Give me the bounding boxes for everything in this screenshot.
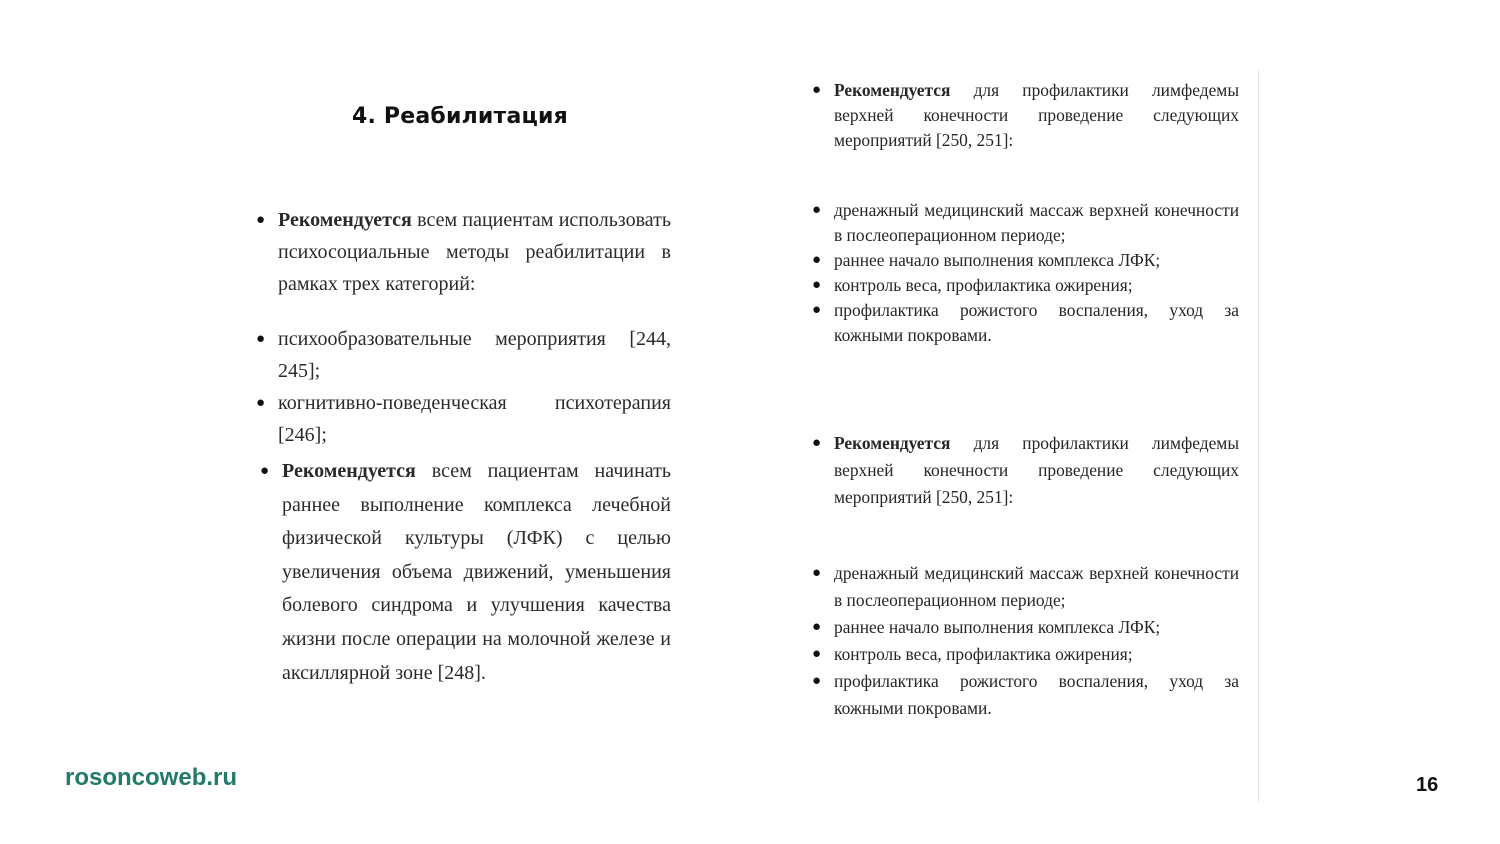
list-item bbox=[256, 323, 671, 387]
left-recommendation-item bbox=[256, 204, 671, 300]
recommendation-bold: Рекомендуется bbox=[282, 460, 416, 482]
list-item-text: контроль веса, профилактика ожирения; bbox=[834, 644, 1133, 664]
bullet-icon: ● bbox=[260, 463, 270, 479]
right-recommendation-2 bbox=[812, 430, 1239, 511]
list-item bbox=[812, 298, 1239, 348]
list-item-text: дренажный медицинский массаж верхней конечности в послеоперационном периоде; bbox=[834, 200, 1239, 245]
recommendation-bold: Рекомендуется bbox=[834, 433, 951, 453]
recommendation-text: для профилактики лимфедемы верхней конечности проведение следующих мероприятий [250, 251]: bbox=[834, 80, 1239, 150]
list-item-text: когнитивно-поведенческая психотерапия [246]; bbox=[278, 392, 671, 446]
recommendation-text: всем пациентам начинать раннее выполнение комплекса лечебной физической культуры (ЛФК) с целью увеличения объема движений, уменьшения болевого синдрома и улучшения качества жизни после операции на молочной железе и аксиллярной зоне [248]. bbox=[282, 460, 671, 684]
bullet-icon: ● bbox=[812, 277, 822, 293]
list-item-text: раннее начало выполнения комплекса ЛФК; bbox=[834, 617, 1161, 637]
list-item-text: профилактика рожистого воспаления, уход за кожными покровами. bbox=[834, 300, 1239, 345]
bullet-icon: ● bbox=[812, 82, 822, 98]
list-item bbox=[812, 614, 1239, 641]
bullet-icon: ● bbox=[812, 565, 822, 581]
left-recommendation-item bbox=[260, 455, 671, 690]
recommendation-text: для профилактики лимфедемы верхней конечности проведение следующих мероприятий [250, 251]: bbox=[834, 433, 1239, 507]
list-item bbox=[812, 273, 1239, 298]
recommendation-text: всем пациентам использовать психосоциальные методы реабилитации в рамках трех категорий: bbox=[278, 209, 671, 295]
bullet-icon: ● bbox=[812, 619, 822, 635]
list-item bbox=[812, 641, 1239, 668]
list-item-text: дренажный медицинский массаж верхней конечности в послеоперационном периоде; bbox=[834, 563, 1239, 610]
site-link[interactable]: rosoncoweb.ru bbox=[65, 764, 238, 791]
list-item bbox=[812, 668, 1239, 722]
left-category-list bbox=[256, 323, 671, 451]
recommendation-bold: Рекомендуется bbox=[834, 80, 951, 100]
right-recommendation-item bbox=[812, 430, 1239, 511]
list-item-text: раннее начало выполнения комплекса ЛФК; bbox=[834, 250, 1161, 270]
list-item bbox=[256, 387, 671, 451]
list-item-text: профилактика рожистого воспаления, уход за кожными покровами. bbox=[834, 671, 1239, 718]
bullet-icon: ● bbox=[812, 252, 822, 268]
page-number: 16 bbox=[1416, 774, 1439, 796]
bullet-icon: ● bbox=[812, 646, 822, 662]
bullet-icon: ● bbox=[256, 331, 266, 347]
right-recommendation-1 bbox=[812, 78, 1239, 153]
list-item bbox=[812, 248, 1239, 273]
slide-title: 4. Реабилитация bbox=[352, 104, 568, 129]
right-recommendation-item bbox=[812, 78, 1239, 153]
recommendation-bold: Рекомендуется bbox=[278, 209, 412, 231]
list-item bbox=[812, 560, 1239, 614]
left-recommendation-list bbox=[256, 204, 671, 300]
list-item-text: контроль веса, профилактика ожирения; bbox=[834, 275, 1133, 295]
bullet-icon: ● bbox=[256, 395, 266, 411]
right-measures-list-1 bbox=[812, 198, 1239, 348]
right-measures-list-2 bbox=[812, 560, 1239, 722]
list-item bbox=[812, 198, 1239, 248]
left-lfk-recommendation bbox=[260, 455, 671, 690]
list-item-text: психообразовательные мероприятия [244, 245]; bbox=[278, 328, 671, 382]
column-divider bbox=[1258, 70, 1259, 802]
bullet-icon: ● bbox=[812, 673, 822, 689]
bullet-icon: ● bbox=[812, 302, 822, 318]
bullet-icon: ● bbox=[812, 202, 822, 218]
bullet-icon: ● bbox=[256, 212, 266, 228]
bullet-icon: ● bbox=[812, 435, 822, 451]
